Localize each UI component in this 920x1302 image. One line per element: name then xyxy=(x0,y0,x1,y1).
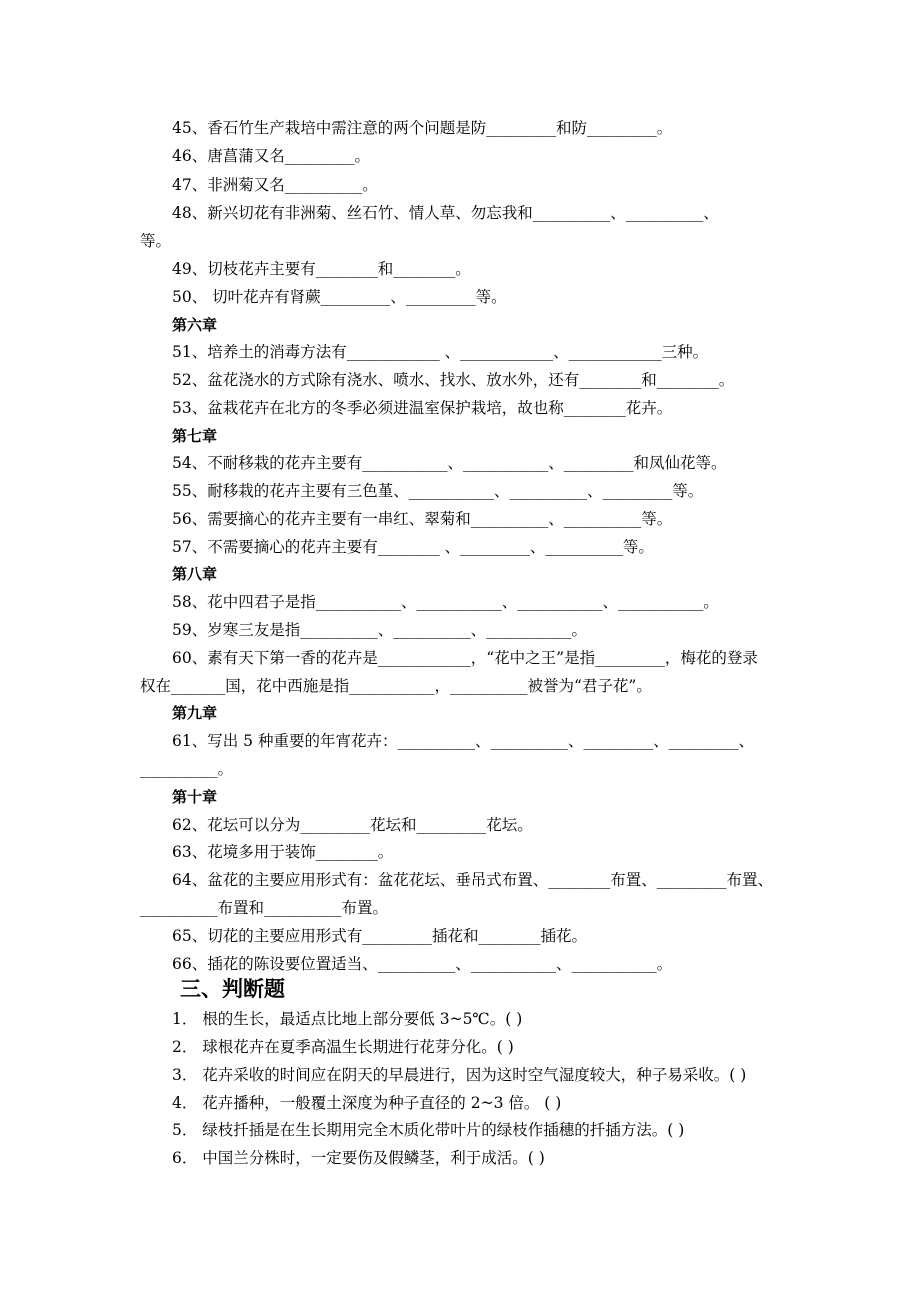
question-54: 54、不耐移栽的花卉主要有___________、___________、_________和凤仙花等。 xyxy=(172,454,727,472)
question-61-cont: __________。 xyxy=(140,760,234,778)
chapter-heading-6: 第六章 xyxy=(172,316,218,334)
question-60-cont: 权在_______国，花中西施是指___________，__________被誉为“君子花”。 xyxy=(140,677,652,695)
question-60: 60、素有天下第一香的花卉是____________，“花中之王”是指_________，梅花的登录 xyxy=(172,649,758,667)
chapter-heading-7: 第七章 xyxy=(172,427,218,445)
chapter-heading-9: 第九章 xyxy=(172,704,218,722)
judgment-4: 4． 花卉播种，一般覆土深度为种子直径的 2~3 倍。 ( ) xyxy=(172,1094,562,1112)
section-heading-judgment: 三、判断题 xyxy=(180,977,285,1001)
question-66: 66、插花的陈设要位置适当、__________、___________、___________。 xyxy=(172,955,673,973)
judgment-2: 2． 球根花卉在夏季高温生长期进行花芽分化。( ) xyxy=(172,1038,514,1056)
question-49: 49、切枝花卉主要有________和________。 xyxy=(172,260,471,278)
question-58: 58、花中四君子是指___________、___________、___________、___________。 xyxy=(172,593,719,611)
chapter-heading-8: 第八章 xyxy=(172,565,218,583)
judgment-3: 3． 花卉采收的时间应在阴天的早晨进行，因为这时空气湿度较大，种子易采收。( ) xyxy=(172,1066,747,1084)
question-57: 57、不需要摘心的花卉主要有________ 、_________、__________等。 xyxy=(172,538,654,556)
question-61: 61、写出 5 种重要的年宵花卉：__________、__________、_________、_________、 xyxy=(172,732,754,750)
question-59: 59、岁寒三友是指__________、__________、___________。 xyxy=(172,621,587,639)
question-55: 55、耐移栽的花卉主要有三色堇、___________、__________、_________等。 xyxy=(172,482,704,500)
question-45: 45、香石竹生产栽培中需注意的两个问题是防_________和防_________。 xyxy=(172,119,673,137)
question-46: 46、唐菖蒲又名_________。 xyxy=(172,147,370,165)
question-48-cont: 等。 xyxy=(140,232,172,250)
question-62: 62、花坛可以分为_________花坛和_________花坛。 xyxy=(172,816,533,834)
judgment-6: 6． 中国兰分株时，一定要伤及假鳞茎，利于成活。( ) xyxy=(172,1149,545,1167)
judgment-5: 5． 绿枝扦插是在生长期用完全木质化带叶片的绿枝作插穗的扦插方法。( ) xyxy=(172,1121,685,1139)
question-51: 51、培养土的消毒方法有____________ 、____________、____________三种。 xyxy=(172,343,709,361)
question-53: 53、盆栽花卉在北方的冬季必须进温室保护栽培，故也称________花卉。 xyxy=(172,399,673,417)
question-65: 65、切花的主要应用形式有_________插花和________插花。 xyxy=(172,927,587,945)
question-47: 47、非洲菊又名__________。 xyxy=(172,176,378,194)
chapter-heading-10: 第十章 xyxy=(172,788,218,806)
question-52: 52、盆花浇水的方式除有浇水、喷水、找水、放水外，还有________和________。 xyxy=(172,371,735,389)
question-64-cont: __________布置和__________布置。 xyxy=(140,899,389,917)
judgment-1: 1． 根的生长，最适点比地上部分要低 3~5℃。( ) xyxy=(172,1010,523,1028)
question-48: 48、新兴切花有非洲菊、丝石竹、情人草、勿忘我和__________、__________、 xyxy=(172,204,719,222)
question-64: 64、盆花的主要应用形式有：盆花花坛、垂吊式布置、________布置、_________布置、 xyxy=(172,871,773,889)
question-56: 56、需要摘心的花卉主要有一串红、翠菊和__________、__________等。 xyxy=(172,510,673,528)
question-50: 50、 切叶花卉有肾蕨_________、_________等。 xyxy=(172,288,507,306)
question-63: 63、花境多用于装饰________。 xyxy=(172,843,394,861)
